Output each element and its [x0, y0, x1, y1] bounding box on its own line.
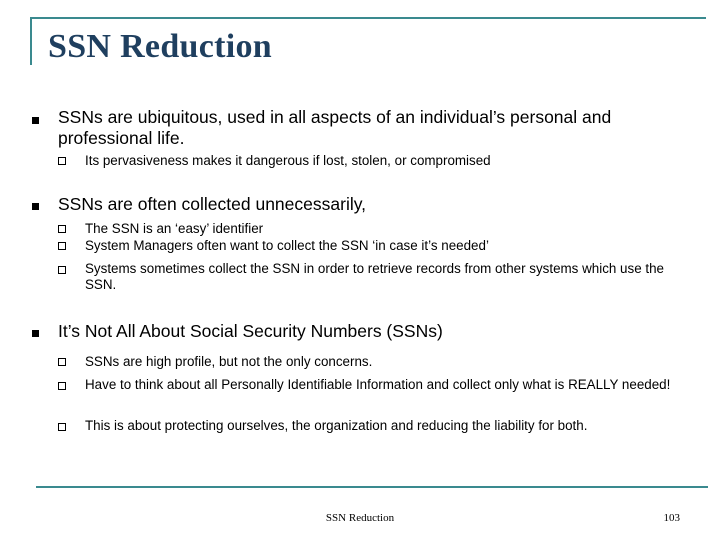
- sub-bullet-marker-icon: [58, 157, 66, 165]
- sub-bullet-text: The SSN is an ‘easy’ identifier: [85, 221, 264, 236]
- page-number: 103: [663, 512, 680, 524]
- sub-bullet-marker-icon: [58, 423, 66, 431]
- bullet-marker-icon: [32, 117, 39, 124]
- sub-bullet-text: SSNs are high profile, but not the only concerns.: [85, 354, 373, 369]
- sub-bullet-text: Have to think about all Personally Identifiable Information and collect only what is REALLY needed!: [85, 377, 671, 392]
- sub-bullet-text: System Managers often want to collect the SSN ‘in case it’s needed’: [85, 238, 489, 253]
- sub-bullet-text: Systems sometimes collect the SSN in order to retrieve records from other systems which use the SSN.: [85, 261, 664, 292]
- bullet-text: It’s Not All About Social Security Numbers (SSNs): [58, 321, 443, 341]
- sub-bullet-marker-icon: [58, 358, 66, 366]
- sub-bullet-marker-icon: [58, 242, 66, 250]
- footer-label: SSN Reduction: [325, 512, 395, 524]
- sub-bullet-text: This is about protecting ourselves, the organization and reducing the liability for both.: [85, 418, 588, 433]
- bullet-text: SSNs are ubiquitous, used in all aspects of an individual’s personal and professional life.: [58, 107, 612, 148]
- bullet-text: SSNs are often collected unnecessarily,: [58, 194, 367, 214]
- sub-bullet-marker-icon: [58, 225, 66, 233]
- bullet-marker-icon: [32, 203, 39, 210]
- slide-title: SSN Reduction: [48, 28, 273, 65]
- footer-rule: [36, 486, 708, 488]
- bullet-marker-icon: [32, 330, 39, 337]
- sub-bullet-text: Its pervasiveness makes it dangerous if lost, stolen, or compromised: [85, 153, 491, 168]
- sub-bullet-marker-icon: [58, 266, 66, 274]
- sub-bullet-marker-icon: [58, 382, 66, 390]
